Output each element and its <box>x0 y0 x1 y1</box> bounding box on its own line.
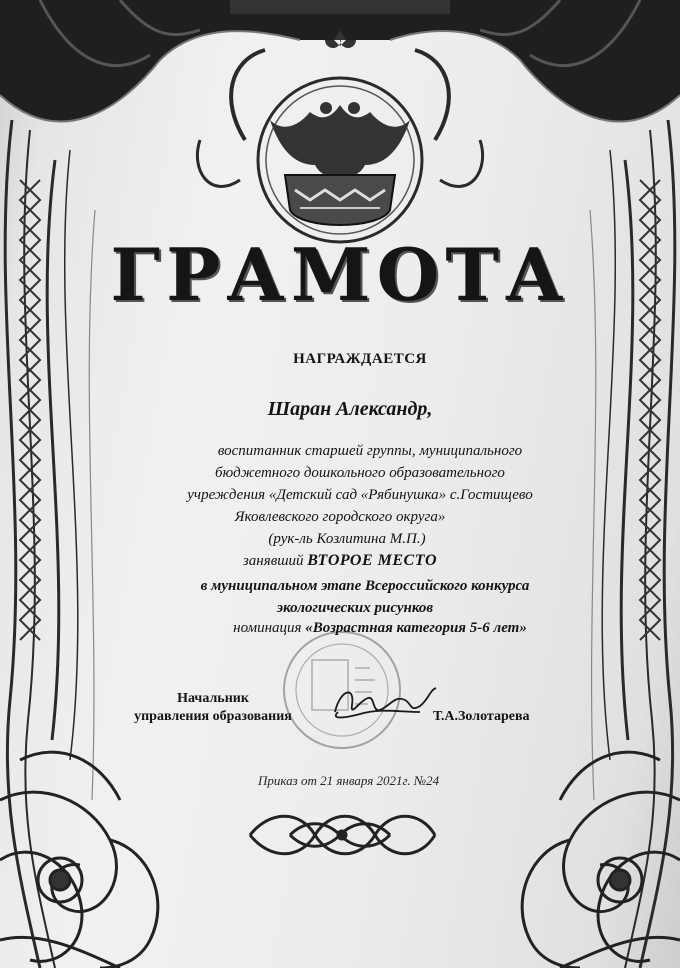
bottom-right-ornament <box>522 752 680 968</box>
description-line: учреждения «Детский сад «Рябинушка» с.Гостищево <box>187 487 533 503</box>
bottom-knot-ornament <box>250 816 435 854</box>
description-line: Яковлевского городского округа» <box>234 509 446 525</box>
recipient-name: Шаран Александр, <box>267 398 433 420</box>
signatory-position-line: управления образования <box>134 709 292 724</box>
signatory-position <box>118 690 308 726</box>
recipient-description <box>0 440 680 550</box>
coat-of-arms-emblem <box>197 30 482 242</box>
place-prefix: занявший <box>242 553 304 569</box>
contest-name <box>0 575 680 619</box>
nomination-line <box>0 620 680 637</box>
curtain-drape <box>0 0 680 121</box>
nomination-prefix: номинация <box>233 620 302 636</box>
place-line <box>0 552 680 570</box>
description-line: (рук-ль Козлитина М.П.) <box>268 531 426 547</box>
signatory-position-line: Начальник <box>177 691 249 706</box>
certificate-title: ГРАМОТА <box>110 232 570 317</box>
signatory-name: Т.А.Золотарева <box>433 709 530 724</box>
description-line: воспитанник старшей группы, муниципального <box>217 443 523 459</box>
nomination-value: «Возрастная категория 5-6 лет» <box>305 620 527 636</box>
contest-line: в муниципальном этапе Всероссийского конкурса <box>200 578 530 594</box>
signature <box>335 688 436 718</box>
place-value: ВТОРОЕ МЕСТО <box>307 552 438 569</box>
order-reference: Приказ от 21 января 2021г. №24 <box>258 773 440 788</box>
contest-line: экологических рисунков <box>276 600 434 616</box>
bottom-left-ornament <box>0 752 158 968</box>
description-line: бюджетного дошкольного образовательного <box>215 465 505 481</box>
awarded-label: НАГРАЖДАЕТСЯ <box>293 351 427 367</box>
